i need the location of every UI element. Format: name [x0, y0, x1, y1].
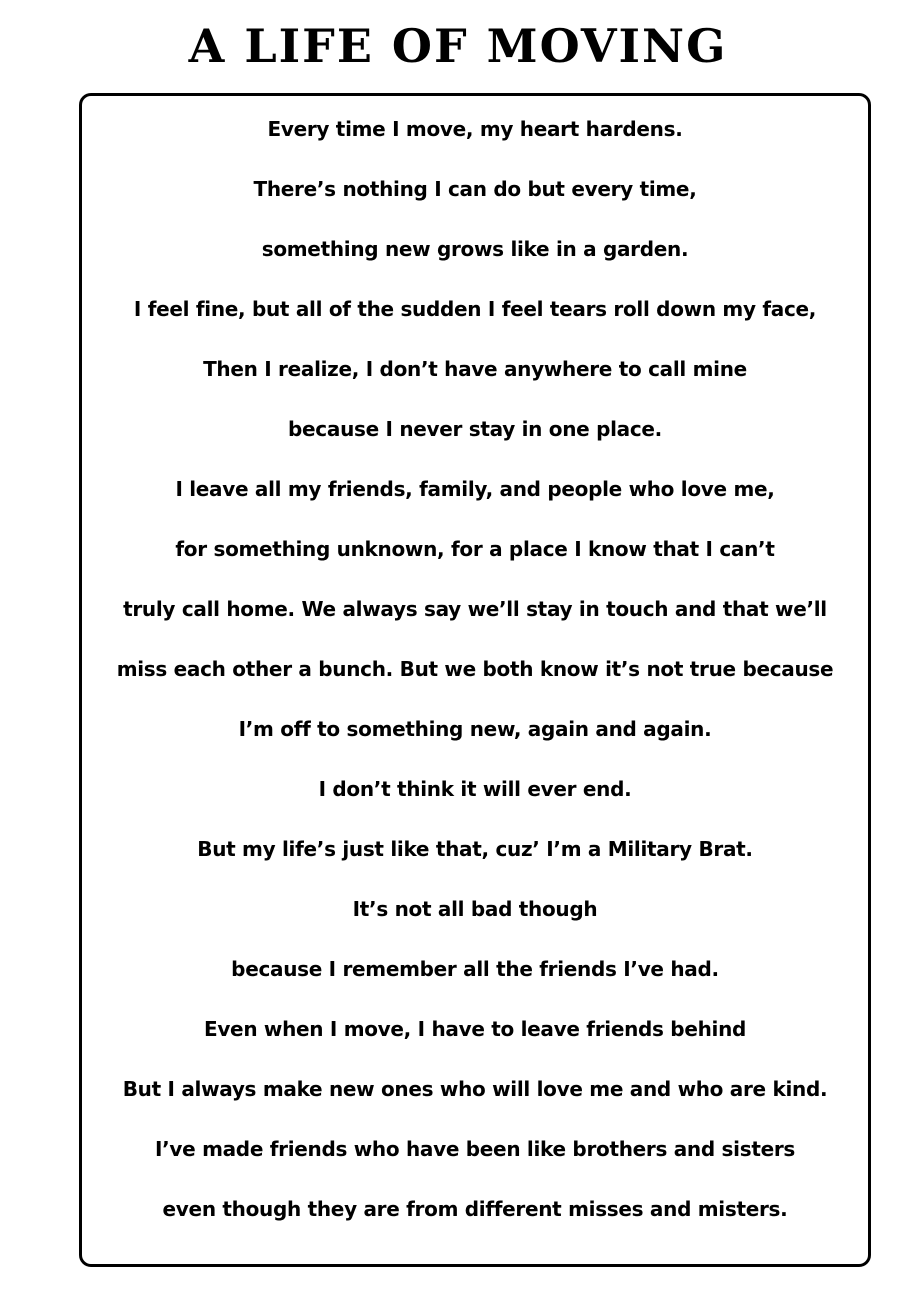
poem-line: miss each other a bunch. But we both know it’s not true because: [116, 657, 834, 681]
poem-line: It’s not all bad though: [352, 897, 598, 921]
poem-line: because I never stay in one place.: [288, 417, 662, 441]
poem-line: for something unknown, for a place I know that I can’t: [175, 537, 775, 561]
poem-body: [82, 111, 868, 1251]
poem-line: Even when I move, I have to leave friends behind: [203, 1017, 747, 1041]
poem-line: But my life’s just like that, cuz’ I’m a Military Brat.: [197, 837, 753, 861]
poem-line: But I always make new ones who will love me and who are kind.: [122, 1077, 828, 1101]
poem-line: I’ve made friends who have been like brothers and sisters: [154, 1137, 796, 1161]
poem-line: I leave all my friends, family, and people who love me,: [175, 477, 775, 501]
poem-line: even though they are from different misses and misters.: [162, 1197, 788, 1221]
poem-line: There’s nothing I can do but every time,: [253, 177, 697, 201]
poem-line: I don’t think it will ever end.: [318, 777, 632, 801]
poem-line: something new grows like in a garden.: [261, 237, 689, 261]
poem-line: I’m off to something new, again and again.: [238, 717, 712, 741]
poem-frame: [79, 93, 871, 1267]
poem-line: because I remember all the friends I’ve had.: [231, 957, 719, 981]
poem-line: Then I realize, I don’t have anywhere to call mine: [203, 357, 747, 381]
poem-line: Every time I move, my heart hardens.: [267, 117, 683, 141]
poem-title: A LIFE OF MOVING: [188, 19, 728, 73]
poem-line: truly call home. We always say we’ll stay in touch and that we’ll: [123, 597, 827, 621]
poem-line: I feel fine, but all of the sudden I feel tears roll down my face,: [133, 297, 817, 321]
